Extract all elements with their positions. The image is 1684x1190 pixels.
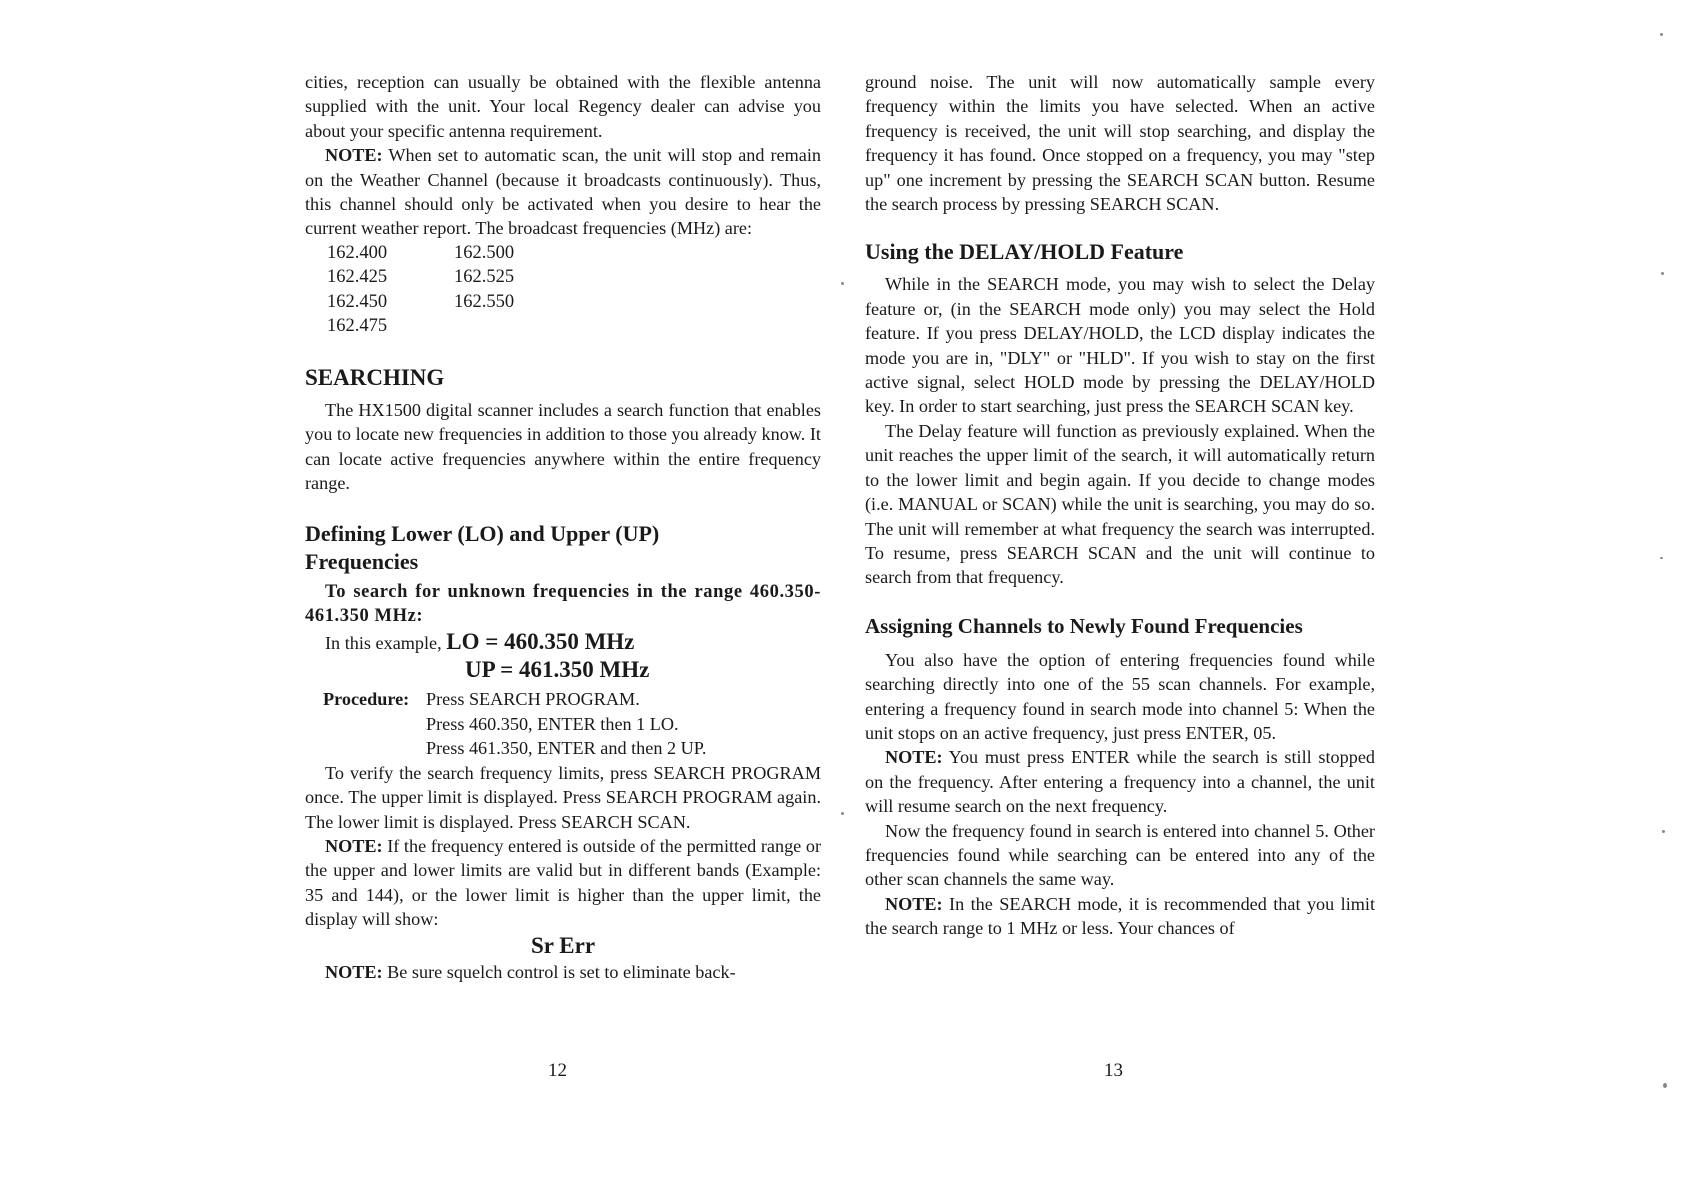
frequency-value: 162.450 [327,291,388,312]
scan-speck [841,282,844,285]
frequency-row [327,265,821,290]
searching-paragraph: The HX1500 digital scanner includes a search function that enables you to locate new frequencies in addition to those you already know. It can locate active frequencies anywhere within the entire frequency range. [305,399,821,494]
up-value: UP = 461.350 MHz [465,657,650,683]
note-label: NOTE: [325,835,383,856]
scan-speck [1660,33,1663,36]
procedure-block [323,687,821,760]
note-label: NOTE: [885,747,943,768]
delay-hold-paragraph-1: While in the SEARCH mode, you may wish to select the Delay feature or, (in the SEARCH mode only) you may select the Hold feature. If you press DELAY/HOLD, the LCD display indicates the mode you are in, "DLY" or "HLD". If you wish to stay on the first active signal, select HOLD mode by pressing the DELAY/HOLD key. In order to start searching, just press the SEARCH SCAN key. [865,274,1375,417]
antenna-paragraph: cities, reception can usually be obtained with the flexible antenna supplied with the unit. Your local Regency dealer can advise you about your specific antenna requirement. [305,72,821,141]
page-number-right: 13 [1104,1060,1123,1081]
frequency-value: 162.400 [327,242,388,263]
range-subheading: To search for unknown frequencies in the range 460.350-461.350 MHz: [305,582,821,627]
note-text: You must press ENTER while the search is still stopped on the frequency. After entering a frequency into a channel, the unit will resume search on the next frequency. [865,747,1375,817]
procedure-step: Press 460.350, ENTER then 1 LO. [426,713,679,734]
frequency-row [327,241,821,266]
note-text: In the SEARCH mode, it is recommended that you limit the search range to 1 MHz or less. Your chances of [865,893,1375,939]
note-label: NOTE: [325,145,383,166]
frequency-value: 162.525 [454,267,515,288]
searching-heading: SEARCHING [305,364,445,390]
lo-value: LO = 460.350 MHz [446,629,635,655]
example-lo-line [325,628,821,657]
error-display-text: Sr Err [530,932,596,958]
assigning-paragraph-1: You also have the option of entering frequencies found while searching directly into one of the 55 scan channels. For example, entering a frequency found in search mode into channel 5: When the unit stops on an active frequency, just press ENTER, 05. [865,649,1375,743]
scan-speck [1661,272,1664,275]
frequency-value: 162.475 [327,316,388,337]
note-label: NOTE: [325,961,383,982]
defining-heading-line1: Defining Lower (LO) and Upper (UP) [305,521,660,547]
scan-speck [1663,1083,1667,1088]
example-prefix: In this example, [325,633,447,654]
assigning-channels-heading: Assigning Channels to Newly Found Frequencies [865,613,1303,638]
note-label: NOTE: [885,893,943,914]
frequency-value: 162.425 [327,267,388,288]
note-text: When set to automatic scan, the unit will stop and remain on the Weather Channel (because it broadcasts continuously). Thus, this channel should only be activated when you desire to hear the current weather report. The broadcast frequencies (MHz) are: [305,145,821,239]
defining-heading-line2: Frequencies [305,549,419,575]
page-number-left: 12 [548,1060,567,1081]
verify-paragraph: To verify the search frequency limits, press SEARCH PROGRAM once. The upper limit is displayed. Press SEARCH PROGRAM again. The lower limit is displayed. Press SEARCH SCAN. [305,762,821,832]
assigning-paragraph-2: Now the frequency found in search is entered into channel 5. Other frequencies found while searching can be entered into any of the other scan channels the same way. [865,820,1375,890]
search-range-note-paragraph [865,892,1375,941]
procedure-step: Press SEARCH PROGRAM. [426,689,640,710]
enter-note-paragraph [865,745,1375,818]
scan-speck [841,812,844,815]
range-note-paragraph [305,834,821,932]
note-text: Be sure squelch control is set to eliminate back- [382,961,736,982]
note-text: If the frequency entered is outside of the permitted range or the upper and lower limits are valid but in different bands (Example: 35 and 144), or the lower limit is higher than the upper limit, the display will show: [305,835,821,930]
delay-hold-paragraph-2: The Delay feature will function as previously explained. When the unit reaches the upper limit of the search, it will automatically return to the lower limit and begin again. If you decide to change modes (i.e. MANUAL or SCAN) while the unit is searching, you may do so. The unit will remember at what frequency the search was interrupted. To resume, press SEARCH SCAN and the unit will continue to search from that frequency. [865,420,1375,588]
frequency-value: 162.550 [454,291,515,312]
frequency-value: 162.500 [454,242,515,263]
background-noise-paragraph: ground noise. The unit will now automatically sample every frequency within the limits you have selected. When an active frequency is received, the unit will stop searching, and display the frequency it has found. Once stopped on a frequency, you may "step up" one increment by pressing the SEARCH SCAN button. Resume the search process by pressing SEARCH SCAN. [865,72,1375,215]
procedure-label: Procedure: [323,689,410,710]
frequency-row [327,314,821,339]
procedure-steps [426,687,706,760]
weather-frequency-table [327,241,821,339]
squelch-note-paragraph [305,960,821,984]
scan-speck [1662,830,1665,833]
left-page [305,70,821,984]
frequency-row [327,290,821,315]
delay-hold-heading: Using the DELAY/HOLD Feature [865,239,1184,265]
weather-note-paragraph [305,143,821,241]
procedure-step: Press 461.350, ENTER and then 2 UP. [426,738,707,759]
right-page [865,70,1375,941]
scan-speck [1660,557,1663,559]
